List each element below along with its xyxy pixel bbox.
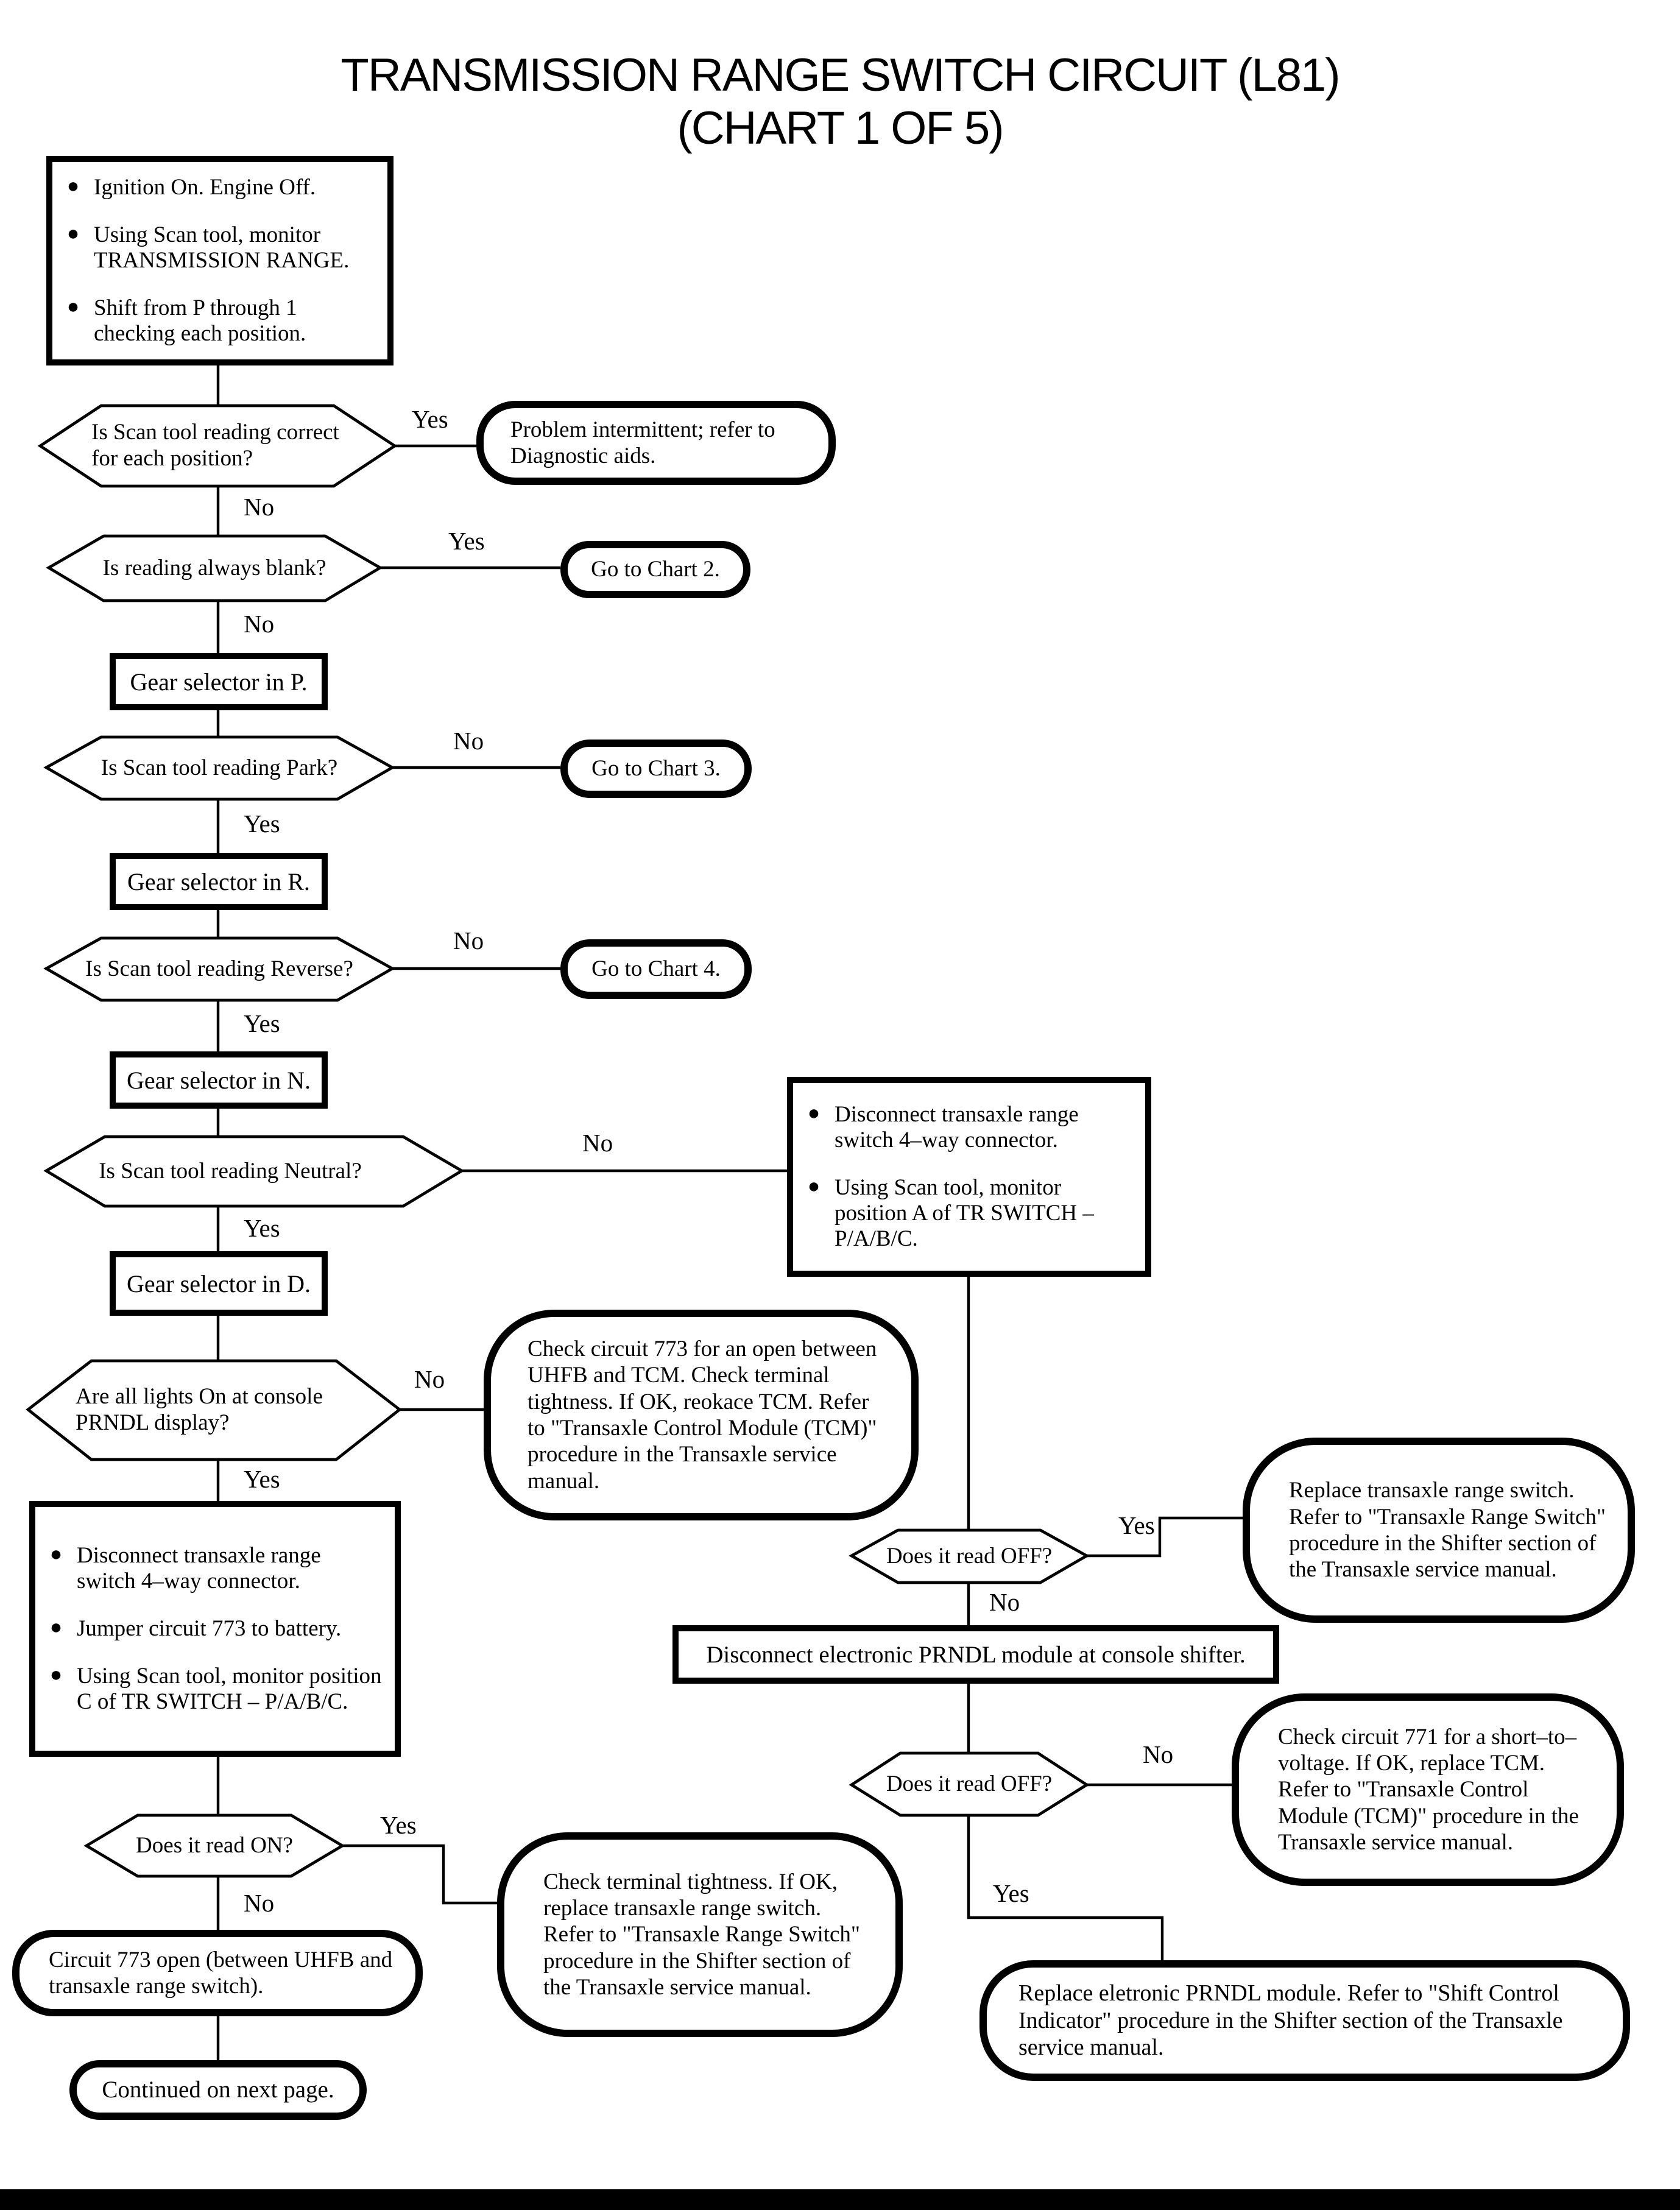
decision-reading-park-hexagon [46, 737, 392, 799]
monitor-c-bullet-1: ● Disconnect transaxle range switch 4–way connector. [35, 1543, 383, 1594]
edge-label-yes: Yes [412, 405, 448, 433]
bullet-icon: ● [66, 295, 80, 319]
edge-label-yes: Yes [244, 810, 280, 838]
gear-selector-r-box: Gear selector in R. [110, 853, 328, 910]
replace-prndl-module-bubble: Replace eletronic PRNDL module. Refer to "Shift Control Indicator" procedure in the Shifter section of the Transaxle service manual. [979, 1960, 1630, 2081]
decision-reading-neutral-label: Is Scan tool reading Neutral? [99, 1158, 362, 1184]
decision-read-off-2-hexagon [852, 1753, 1087, 1815]
page-bottom-scan-bar [0, 2189, 1680, 2210]
monitor-position-a-box [787, 1077, 1151, 1277]
decision-correct-reading-hexagon [40, 406, 395, 486]
bullet-icon: ● [66, 174, 80, 197]
decision-read-off-1-hexagon [852, 1530, 1087, 1583]
edge-label-no: No [453, 927, 484, 955]
decision-prndl-lights-hexagon [28, 1361, 400, 1460]
edge-label-yes: Yes [244, 1214, 280, 1242]
edge-label-yes: Yes [1118, 1511, 1155, 1539]
decision-always-blank-label: Is reading always blank? [102, 555, 326, 581]
problem-intermittent-bubble: Problem intermittent; refer to Diagnostic aids. [476, 401, 836, 485]
edge-label-no: No [414, 1365, 445, 1393]
monitor-a-bullet-2: ● Using Scan tool, monitor position A of TR SWITCH – P/A/B/C. [793, 1175, 1133, 1252]
monitor-a-bullet-1: ● Disconnect transaxle range switch 4–way connector. [793, 1102, 1133, 1153]
start-bullet-1: ● Ignition On. Engine Off. [52, 175, 375, 200]
edge-label-no: No [453, 727, 484, 755]
start-step-box [46, 156, 394, 365]
edge-label-yes: Yes [993, 1879, 1029, 1907]
bullet-icon: ● [807, 1174, 821, 1198]
disconnect-prndl-box: Disconnect electronic PRNDL module at console shifter. [672, 1625, 1279, 1684]
gear-selector-p-box: Gear selector in P. [110, 653, 328, 710]
edge-label-no: No [244, 493, 275, 521]
monitor-position-c-box [29, 1501, 401, 1757]
bullet-icon: ● [49, 1664, 63, 1687]
replace-tr-switch-bubble: Replace transaxle range switch. Refer to "Transaxle Range Switch" procedure in the Shifter section of the Transaxle service manual. [1243, 1438, 1635, 1623]
bullet-icon: ● [49, 1615, 63, 1639]
edge-label-yes: Yes [380, 1811, 417, 1839]
decision-always-blank-hexagon [49, 536, 380, 601]
decision-read-on-label: Does it read ON? [136, 1832, 293, 1858]
edge-label-no: No [1143, 1740, 1174, 1768]
edge-label-yes: Yes [448, 527, 485, 555]
circuit-773-open-bubble: Circuit 773 open (between UHFB and transaxle range switch). [12, 1930, 423, 2016]
start-bullet-2: ● Using Scan tool, monitor TRANSMISSION RANGE. [52, 222, 375, 274]
edge-label-no: No [244, 1889, 275, 1917]
edge-label-no: No [244, 610, 275, 638]
edge-label-no: No [582, 1129, 613, 1157]
decision-read-on-hexagon [86, 1815, 342, 1876]
decision-reading-reverse-hexagon [46, 938, 392, 1000]
go-to-chart2-bubble: Go to Chart 2. [560, 541, 750, 598]
edge-label-yes: Yes [244, 1465, 280, 1493]
bullet-icon: ● [807, 1101, 821, 1124]
continued-next-page-bubble: Continued on next page. [69, 2060, 367, 2120]
page-title-line2: (CHART 1 OF 5) [677, 102, 1003, 155]
edge-label-yes: Yes [244, 1009, 280, 1037]
check-circuit-773-tcm-bubble: Check circuit 773 for an open between UHFB and TCM. Check terminal tightness. If OK, reokace TCM. Refer to "Transaxle Control Module (TCM)" procedure in the Transaxle service manual. [484, 1310, 919, 1520]
page-title [0, 49, 1680, 155]
decision-reading-neutral-hexagon [46, 1137, 462, 1206]
start-bullet-3: ● Shift from P through 1 checking each position. [52, 295, 375, 347]
bullet-icon: ● [49, 1542, 63, 1566]
connector-line [1087, 1518, 1243, 1556]
decision-reading-reverse-label: Is Scan tool reading Reverse? [85, 956, 353, 981]
check-terminal-tightness-bubble: Check terminal tightness. If OK, replace transaxle range switch. Refer to "Transaxle Range Switch" procedure in the Shifter section of the Transaxle service manual. [497, 1832, 903, 2037]
page-title-line1: TRANSMISSION RANGE SWITCH CIRCUIT (L81) [341, 49, 1339, 101]
bullet-icon: ● [66, 222, 80, 245]
connector-line [342, 1846, 497, 1903]
edge-label-no: No [989, 1588, 1020, 1616]
gear-selector-n-box: Gear selector in N. [110, 1051, 328, 1109]
monitor-c-bullet-2: ● Jumper circuit 773 to battery. [35, 1616, 383, 1642]
decision-read-off-2-label: Does it read OFF? [886, 1771, 1053, 1796]
go-to-chart3-bubble: Go to Chart 3. [560, 740, 752, 798]
decision-read-off-1-label: Does it read OFF? [886, 1543, 1053, 1569]
decision-correct-reading-label: Is Scan tool reading correct for each position? [91, 420, 339, 471]
monitor-c-bullet-3: ● Using Scan tool, monitor position C of TR SWITCH – P/A/B/C. [35, 1664, 383, 1715]
go-to-chart4-bubble: Go to Chart 4. [560, 939, 752, 999]
decision-prndl-lights-label: Are all lights On at console PRNDL display? [76, 1384, 323, 1435]
gear-selector-d-box: Gear selector in D. [110, 1251, 328, 1316]
decision-reading-park-label: Is Scan tool reading Park? [101, 755, 338, 780]
check-circuit-771-bubble: Check circuit 771 for a short–to–voltage. If OK, replace TCM. Refer to "Transaxle Control Module (TCM)" procedure in the Transaxle service manual. [1232, 1693, 1624, 1886]
